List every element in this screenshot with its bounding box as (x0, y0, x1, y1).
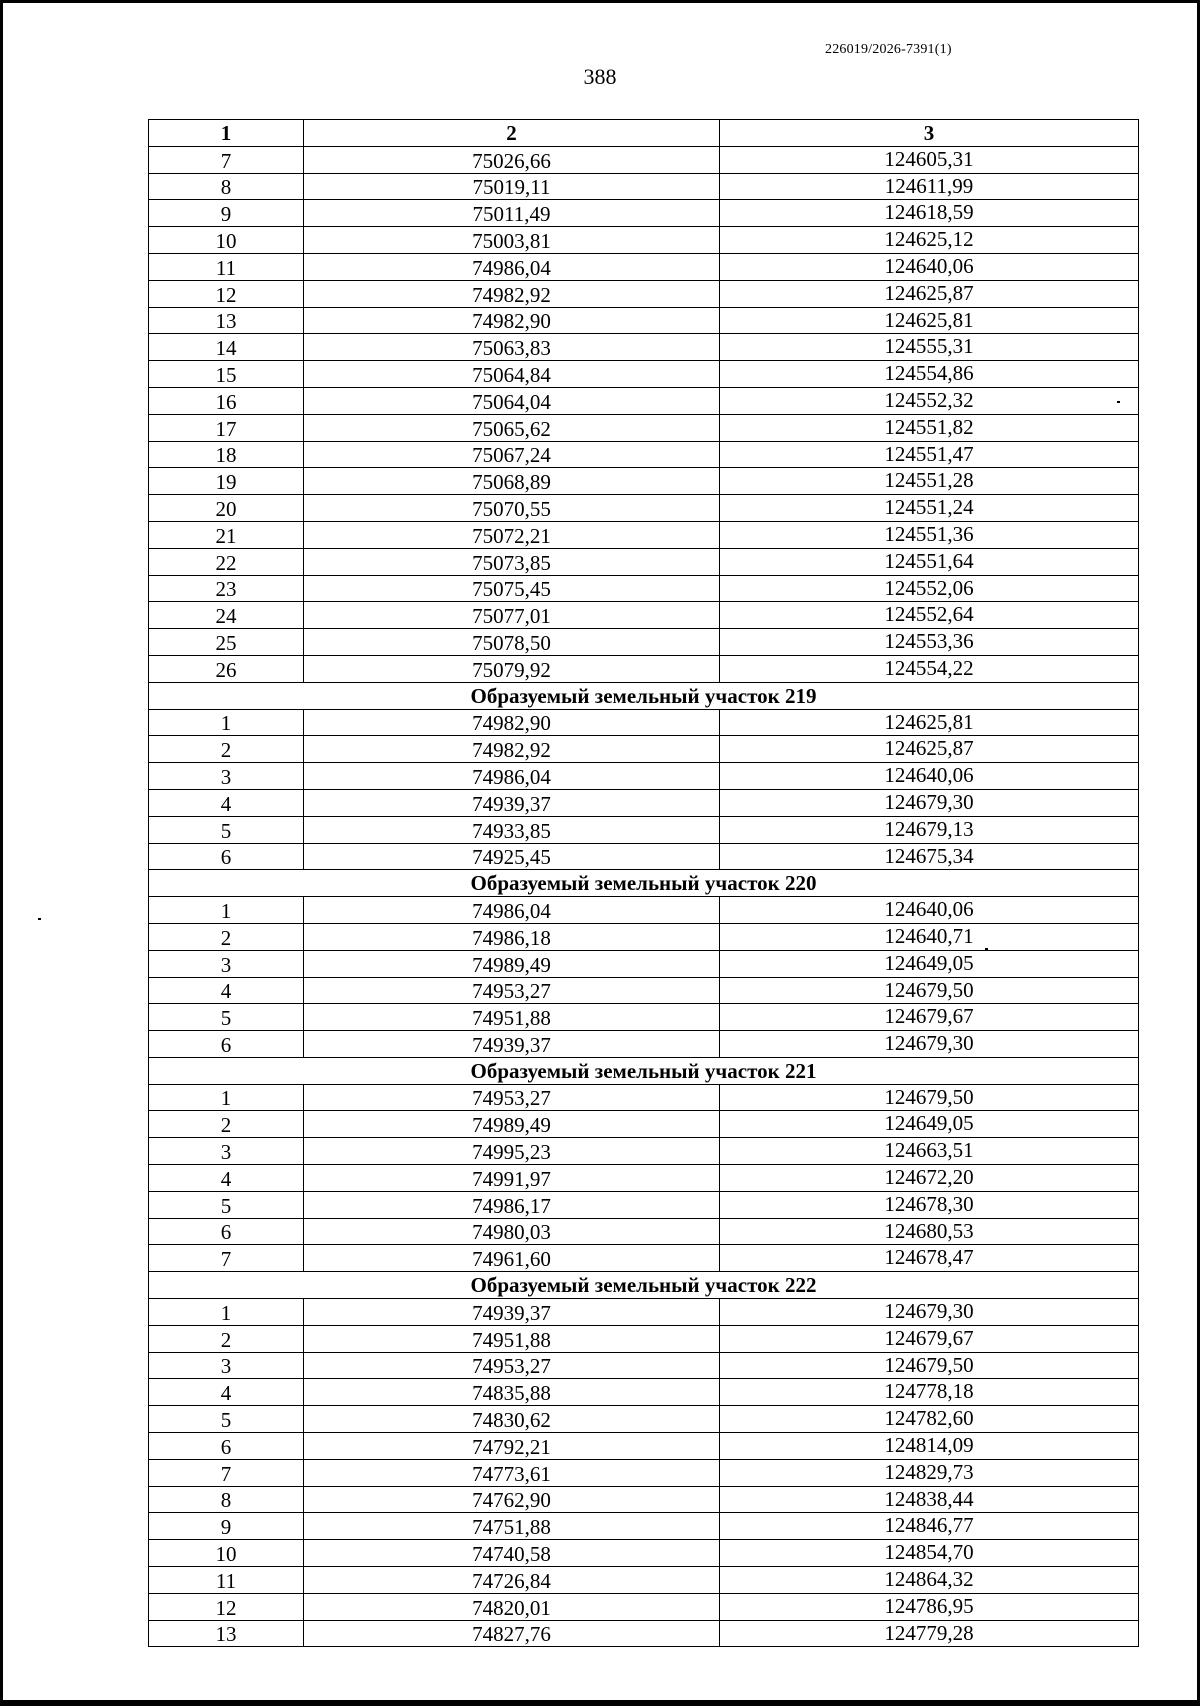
point-number-cell: 4 (149, 977, 304, 1004)
point-number-cell: 1 (149, 1084, 304, 1111)
point-number-cell: 3 (149, 763, 304, 790)
x-coordinate-cell: 74726,84 (304, 1567, 720, 1594)
y-coordinate-cell: 124551,24 (720, 495, 1139, 522)
table-row (149, 1191, 1139, 1218)
column-header-x: 2 (304, 120, 720, 147)
y-coordinate-cell: 124554,22 (720, 655, 1139, 682)
point-number-cell: 12 (149, 1593, 304, 1620)
y-coordinate-cell: 124649,05 (720, 1111, 1139, 1138)
scan-border-left (0, 0, 3, 1706)
y-coordinate-cell: 124551,28 (720, 468, 1139, 495)
y-coordinate-cell: 124679,30 (720, 1299, 1139, 1326)
point-number-cell: 2 (149, 736, 304, 763)
y-coordinate-cell: 124679,50 (720, 1084, 1139, 1111)
point-number-cell: 26 (149, 655, 304, 682)
point-number-cell: 4 (149, 1379, 304, 1406)
point-number-cell: 10 (149, 227, 304, 254)
table-row (149, 789, 1139, 816)
x-coordinate-cell: 75077,01 (304, 602, 720, 629)
table-row (149, 923, 1139, 950)
point-number-cell: 6 (149, 1433, 304, 1460)
x-coordinate-cell: 75063,83 (304, 334, 720, 361)
point-number-cell: 20 (149, 495, 304, 522)
x-coordinate-cell: 75003,81 (304, 227, 720, 254)
y-coordinate-cell: 124679,30 (720, 789, 1139, 816)
point-number-cell: 3 (149, 1138, 304, 1165)
point-number-cell: 8 (149, 173, 304, 200)
coordinates-table (148, 119, 1139, 1647)
table-row (149, 1486, 1139, 1513)
point-number-cell: 3 (149, 1352, 304, 1379)
point-number-cell: 21 (149, 521, 304, 548)
x-coordinate-cell: 74773,61 (304, 1459, 720, 1486)
point-number-cell: 13 (149, 307, 304, 334)
y-coordinate-cell: 124640,06 (720, 253, 1139, 280)
point-number-cell: 12 (149, 280, 304, 307)
y-coordinate-cell: 124679,30 (720, 1031, 1139, 1058)
y-coordinate-cell: 124838,44 (720, 1486, 1139, 1513)
x-coordinate-cell: 75067,24 (304, 441, 720, 468)
table-row (149, 414, 1139, 441)
x-coordinate-cell: 74830,62 (304, 1406, 720, 1433)
table-row (149, 1459, 1139, 1486)
table-row (149, 977, 1139, 1004)
y-coordinate-cell: 124640,06 (720, 897, 1139, 924)
table-row (149, 468, 1139, 495)
x-coordinate-cell: 74986,04 (304, 253, 720, 280)
section-heading-row (149, 1057, 1139, 1084)
table-row (149, 521, 1139, 548)
point-number-cell: 25 (149, 629, 304, 656)
y-coordinate-cell: 124625,81 (720, 709, 1139, 736)
point-number-cell: 7 (149, 1245, 304, 1272)
y-coordinate-cell: 124605,31 (720, 146, 1139, 173)
point-number-cell: 9 (149, 200, 304, 227)
point-number-cell: 14 (149, 334, 304, 361)
y-coordinate-cell: 124663,51 (720, 1138, 1139, 1165)
section-heading-row (149, 1272, 1139, 1299)
table-row (149, 602, 1139, 629)
table-row (149, 736, 1139, 763)
x-coordinate-cell: 74986,17 (304, 1191, 720, 1218)
y-coordinate-cell: 124649,05 (720, 950, 1139, 977)
point-number-cell: 1 (149, 1299, 304, 1326)
table-row (149, 1567, 1139, 1594)
table-row (149, 548, 1139, 575)
x-coordinate-cell: 74989,49 (304, 950, 720, 977)
table-row (149, 200, 1139, 227)
table-header-row (149, 120, 1139, 147)
point-number-cell: 8 (149, 1486, 304, 1513)
y-coordinate-cell: 124814,09 (720, 1433, 1139, 1460)
point-number-cell: 11 (149, 1567, 304, 1594)
x-coordinate-cell: 74951,88 (304, 1004, 720, 1031)
point-number-cell: 6 (149, 1218, 304, 1245)
x-coordinate-cell: 74982,90 (304, 709, 720, 736)
x-coordinate-cell: 74740,58 (304, 1540, 720, 1567)
y-coordinate-cell: 124625,12 (720, 227, 1139, 254)
point-number-cell: 19 (149, 468, 304, 495)
table-row (149, 1165, 1139, 1192)
section-heading: Образуемый земельный участок 222 (149, 1272, 1139, 1299)
point-number-cell: 7 (149, 1459, 304, 1486)
point-number-cell: 6 (149, 1031, 304, 1058)
x-coordinate-cell: 75064,04 (304, 387, 720, 414)
y-coordinate-cell: 124551,64 (720, 548, 1139, 575)
table-row (149, 1352, 1139, 1379)
table-row (149, 1513, 1139, 1540)
x-coordinate-cell: 74939,37 (304, 789, 720, 816)
x-coordinate-cell: 74995,23 (304, 1138, 720, 1165)
y-coordinate-cell: 124829,73 (720, 1459, 1139, 1486)
table-row (149, 1406, 1139, 1433)
table-row (149, 146, 1139, 173)
point-number-cell: 4 (149, 789, 304, 816)
coordinates-table-body (149, 120, 1139, 1647)
point-number-cell: 13 (149, 1620, 304, 1647)
table-row (149, 1004, 1139, 1031)
y-coordinate-cell: 124625,81 (720, 307, 1139, 334)
y-coordinate-cell: 124551,82 (720, 414, 1139, 441)
x-coordinate-cell: 75068,89 (304, 468, 720, 495)
table-row (149, 1433, 1139, 1460)
x-coordinate-cell: 75064,84 (304, 361, 720, 388)
table-row (149, 1299, 1139, 1326)
point-number-cell: 2 (149, 1325, 304, 1352)
table-row (149, 1325, 1139, 1352)
table-row (149, 950, 1139, 977)
point-number-cell: 23 (149, 575, 304, 602)
x-coordinate-cell: 74980,03 (304, 1218, 720, 1245)
table-row (149, 1540, 1139, 1567)
table-row (149, 334, 1139, 361)
x-coordinate-cell: 74762,90 (304, 1486, 720, 1513)
y-coordinate-cell: 124552,64 (720, 602, 1139, 629)
x-coordinate-cell: 74820,01 (304, 1593, 720, 1620)
y-coordinate-cell: 124846,77 (720, 1513, 1139, 1540)
y-coordinate-cell: 124640,06 (720, 763, 1139, 790)
point-number-cell: 6 (149, 843, 304, 870)
y-coordinate-cell: 124854,70 (720, 1540, 1139, 1567)
table-row (149, 173, 1139, 200)
y-coordinate-cell: 124554,86 (720, 361, 1139, 388)
y-coordinate-cell: 124553,36 (720, 629, 1139, 656)
x-coordinate-cell: 74986,04 (304, 897, 720, 924)
document-registration-number: 226019/2026-7391(1) (825, 42, 952, 57)
point-number-cell: 2 (149, 923, 304, 950)
x-coordinate-cell: 74953,27 (304, 1352, 720, 1379)
point-number-cell: 7 (149, 146, 304, 173)
y-coordinate-cell: 124680,53 (720, 1218, 1139, 1245)
section-heading: Образуемый земельный участок 220 (149, 870, 1139, 897)
y-coordinate-cell: 124679,50 (720, 977, 1139, 1004)
x-coordinate-cell: 75026,66 (304, 146, 720, 173)
x-coordinate-cell: 74982,92 (304, 280, 720, 307)
point-number-cell: 24 (149, 602, 304, 629)
table-row (149, 441, 1139, 468)
x-coordinate-cell: 74792,21 (304, 1433, 720, 1460)
x-coordinate-cell: 74933,85 (304, 816, 720, 843)
table-row (149, 280, 1139, 307)
x-coordinate-cell: 74939,37 (304, 1299, 720, 1326)
table-row (149, 495, 1139, 522)
page-number: 388 (583, 64, 617, 89)
point-number-cell: 11 (149, 253, 304, 280)
point-number-cell: 5 (149, 1406, 304, 1433)
table-row (149, 843, 1139, 870)
x-coordinate-cell: 75073,85 (304, 548, 720, 575)
table-row (149, 1593, 1139, 1620)
y-coordinate-cell: 124779,28 (720, 1620, 1139, 1647)
y-coordinate-cell: 124675,34 (720, 843, 1139, 870)
x-coordinate-cell: 75075,45 (304, 575, 720, 602)
table-row (149, 816, 1139, 843)
point-number-cell: 1 (149, 897, 304, 924)
section-heading: Образуемый земельный участок 221 (149, 1057, 1139, 1084)
table-row (149, 1084, 1139, 1111)
table-row (149, 897, 1139, 924)
column-header-point-number: 1 (149, 120, 304, 147)
x-coordinate-cell: 75072,21 (304, 521, 720, 548)
y-coordinate-cell: 124551,47 (720, 441, 1139, 468)
y-coordinate-cell: 124679,50 (720, 1352, 1139, 1379)
table-row (149, 1031, 1139, 1058)
point-number-cell: 3 (149, 950, 304, 977)
section-heading: Образуемый земельный участок 219 (149, 682, 1139, 709)
table-row (149, 387, 1139, 414)
y-coordinate-cell: 124618,59 (720, 200, 1139, 227)
table-row (149, 1245, 1139, 1272)
y-coordinate-cell: 124625,87 (720, 280, 1139, 307)
y-coordinate-cell: 124611,99 (720, 173, 1139, 200)
x-coordinate-cell: 74989,49 (304, 1111, 720, 1138)
point-number-cell: 22 (149, 548, 304, 575)
scan-border-bottom (0, 1700, 1200, 1706)
point-number-cell: 17 (149, 414, 304, 441)
x-coordinate-cell: 74961,60 (304, 1245, 720, 1272)
point-number-cell: 9 (149, 1513, 304, 1540)
x-coordinate-cell: 75079,92 (304, 655, 720, 682)
x-coordinate-cell: 75070,55 (304, 495, 720, 522)
table-row (149, 361, 1139, 388)
y-coordinate-cell: 124625,87 (720, 736, 1139, 763)
x-coordinate-cell: 74986,04 (304, 763, 720, 790)
point-number-cell: 15 (149, 361, 304, 388)
y-coordinate-cell: 124640,71 (720, 923, 1139, 950)
table-row (149, 1111, 1139, 1138)
y-coordinate-cell: 124679,67 (720, 1325, 1139, 1352)
y-coordinate-cell: 124672,20 (720, 1165, 1139, 1192)
table-row (149, 629, 1139, 656)
x-coordinate-cell: 74939,37 (304, 1031, 720, 1058)
x-coordinate-cell: 74991,97 (304, 1165, 720, 1192)
table-row (149, 253, 1139, 280)
table-row (149, 1138, 1139, 1165)
table-row (149, 763, 1139, 790)
point-number-cell: 2 (149, 1111, 304, 1138)
table-row (149, 709, 1139, 736)
y-coordinate-cell: 124679,67 (720, 1004, 1139, 1031)
table-row (149, 655, 1139, 682)
y-coordinate-cell: 124551,36 (720, 521, 1139, 548)
x-coordinate-cell: 74982,92 (304, 736, 720, 763)
y-coordinate-cell: 124782,60 (720, 1406, 1139, 1433)
y-coordinate-cell: 124552,32 (720, 387, 1139, 414)
x-coordinate-cell: 74925,45 (304, 843, 720, 870)
x-coordinate-cell: 74982,90 (304, 307, 720, 334)
x-coordinate-cell: 74986,18 (304, 923, 720, 950)
point-number-cell: 16 (149, 387, 304, 414)
y-coordinate-cell: 124678,30 (720, 1191, 1139, 1218)
x-coordinate-cell: 75078,50 (304, 629, 720, 656)
table-row (149, 1218, 1139, 1245)
x-coordinate-cell: 74953,27 (304, 1084, 720, 1111)
column-header-y: 3 (720, 120, 1139, 147)
point-number-cell: 1 (149, 709, 304, 736)
point-number-cell: 18 (149, 441, 304, 468)
y-coordinate-cell: 124678,47 (720, 1245, 1139, 1272)
y-coordinate-cell: 124552,06 (720, 575, 1139, 602)
x-coordinate-cell: 74751,88 (304, 1513, 720, 1540)
x-coordinate-cell: 75019,11 (304, 173, 720, 200)
table-row (149, 307, 1139, 334)
table-row (149, 227, 1139, 254)
y-coordinate-cell: 124786,95 (720, 1593, 1139, 1620)
y-coordinate-cell: 124778,18 (720, 1379, 1139, 1406)
table-row (149, 1620, 1139, 1647)
scan-border-top (0, 0, 1200, 3)
x-coordinate-cell: 74827,76 (304, 1620, 720, 1647)
point-number-cell: 4 (149, 1165, 304, 1192)
section-heading-row (149, 870, 1139, 897)
point-number-cell: 10 (149, 1540, 304, 1567)
point-number-cell: 5 (149, 1191, 304, 1218)
section-heading-row (149, 682, 1139, 709)
x-coordinate-cell: 75011,49 (304, 200, 720, 227)
point-number-cell: 5 (149, 816, 304, 843)
scan-speck (38, 918, 41, 920)
x-coordinate-cell: 74951,88 (304, 1325, 720, 1352)
x-coordinate-cell: 74835,88 (304, 1379, 720, 1406)
y-coordinate-cell: 124555,31 (720, 334, 1139, 361)
y-coordinate-cell: 124679,13 (720, 816, 1139, 843)
y-coordinate-cell: 124864,32 (720, 1567, 1139, 1594)
point-number-cell: 5 (149, 1004, 304, 1031)
table-row (149, 575, 1139, 602)
x-coordinate-cell: 74953,27 (304, 977, 720, 1004)
x-coordinate-cell: 75065,62 (304, 414, 720, 441)
table-row (149, 1379, 1139, 1406)
